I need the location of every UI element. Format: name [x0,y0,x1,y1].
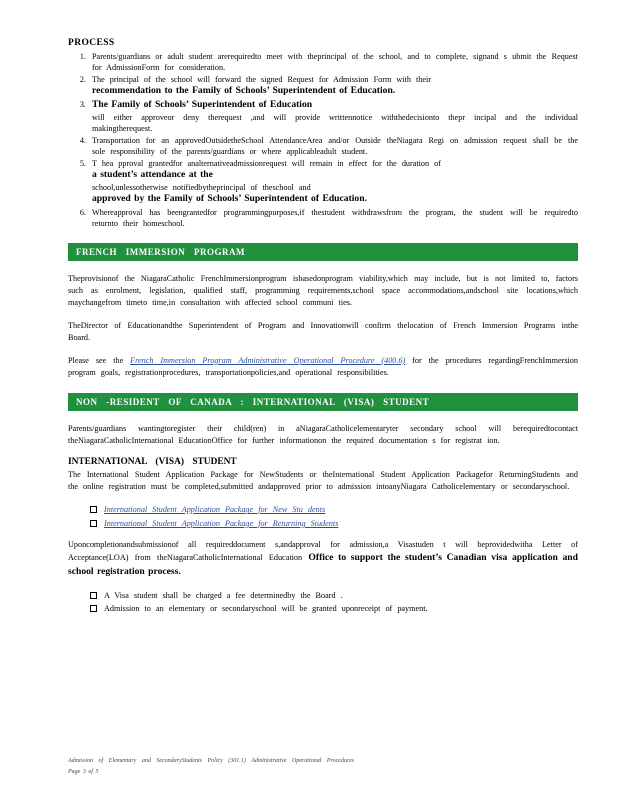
process-item-5-mid: school,unlessotherwise notifiedbytheprincipal of theschool and [92,183,311,193]
section-header-french-immersion: FRENCH IMMERSION PROGRAM [68,243,578,261]
french-immersion-paragraph-2: TheDirector of Educationandthe Superintendent of Program and Innovationwill confirm thelocation of French Immersion Programs inthe Board. [68,321,578,342]
section-header-non-resident: NON -RESIDENT OF CANADA : INTERNATIONAL (VISA) STUDENT [68,393,578,411]
french-immersion-paragraph-1: Theprovisionof the NiagaraCatholic FrenchImmersionprogram isbasedonprogram viability,which may include, but is not limited to, factors such as enrolment, legislation, qualified staff, programming requirements,school space accommodations,andschool site locations,which maychangefrom timeto time,in consultation with affected school communi ties. [68,274,578,308]
visa-student-bullets [68,590,578,615]
process-item-2-bold: recommendation to the Family of Schools’ Superintendent of Education. [92,85,396,97]
link-new-student-package[interactable]: International Student Application Package for New Stu dents [104,505,326,515]
process-item-3-text: will either approveor deny therequest ,and will provide writtennotice withthedecisionto thepr incipal and the individual makingtherequest. [92,113,578,134]
upon-completion-bold: Office to support the student’s Canadian visa application and school registration process. [68,552,578,577]
list-item [90,518,578,529]
non-resident-paragraph-1: Parents/guardians wantingtoregister their child(ren) in aNiagaraCatholicelementaryter secondary school will berequiredtocontact theNiagaraCatholicInternational EducationOffice for further informationon the required documentation s for registrat ion. [68,423,578,445]
list-item: A Visa student shall be charged a fee determinedby the Board . [90,590,578,601]
list-item [88,74,578,98]
process-item-3-bold: The Family of Schools’ Superintendent of Education [92,99,313,111]
page-footer [68,756,568,778]
process-item-5-text: 5. T hea pproval grantedfor analternativeadmissionrequest will remain in effect for the duration of [92,159,441,169]
list-item: Admission to an elementary or secondaryschool will be granted uponreceipt of payment. [90,603,578,614]
link-returning-student-package[interactable]: International Student Application Package for Returning Students [104,518,339,528]
process-item-6-text: 6. Whereapproval has beengrantedfor programmingpurposes,if thestudent withdrawsfrom the program, the student will be requiredto returnto their homeschool. [92,208,578,229]
list-item [88,51,578,73]
list-item [88,99,578,134]
process-item-5-bold-a: a student’s attendance at the [92,169,213,181]
process-list [68,51,578,229]
list-item [88,207,578,229]
upon-completion-text: Uponcompletionandsubmissionof all requireddocument s,andapproval for admission,a Visastuden t will beprovidedwitha Letter of Acceptance(LOA) from theNiagaraCatholicInternational Education [68,540,578,563]
page-title: PROCESS [68,38,115,48]
process-item-1-text: 1. Parents/guardians or adult student arerequiredto meet with theprincipal of the school, and to complete, signand s ubmit the Request for AdmissionForm for consideration. [92,52,578,73]
international-student-paragraph-1: The International Student Application Package for NewStudents or theInternational Student Application Packagefor ReturningStudents and the online registration must be completed,submitted andapproved prior to admission intoanyNiagara Catholicelementary or secondaryschool. [68,470,578,492]
process-item-5-bold-b: approved by the Family of Schools’ Superintendent of Education. [92,193,367,205]
list-item [88,158,578,206]
footer-page-number: Page 3 of 5 [68,769,99,776]
french-immersion-procedure-link[interactable]: French Immersion Program Administrative Operational Procedure (400.6) [130,355,406,365]
footer-policy-line: Admission of Elementary and SecondaryStudents Policy (301.1) Administrative Operational Procedures [68,758,355,765]
process-item-4-text: 4. Transportation for an approvedOutsidetheSchool AttendanceArea and/or Outside theNiagara Regi on admission request shall be the sole responsibility of the parents/guardians or where applicableadult student. [92,136,578,157]
french-paragraph-3-post: for the procedures regardingFrenchImmersion program goals, registrationprocedures, transportationpolicies,and operational responsibilities. [68,355,578,377]
list-item [90,504,578,515]
application-package-link-list [68,504,578,529]
process-item-2-text: 2. The principal of the school will forward the signed Request for Admission Form with their [92,75,431,85]
subheading-international-student: INTERNATIONAL (VISA) STUDENT [68,457,237,468]
french-paragraph-3-pre: Please see the [68,355,131,365]
french-immersion-paragraph-3 [68,355,578,379]
upon-completion-paragraph [68,539,578,579]
list-item [88,135,578,157]
